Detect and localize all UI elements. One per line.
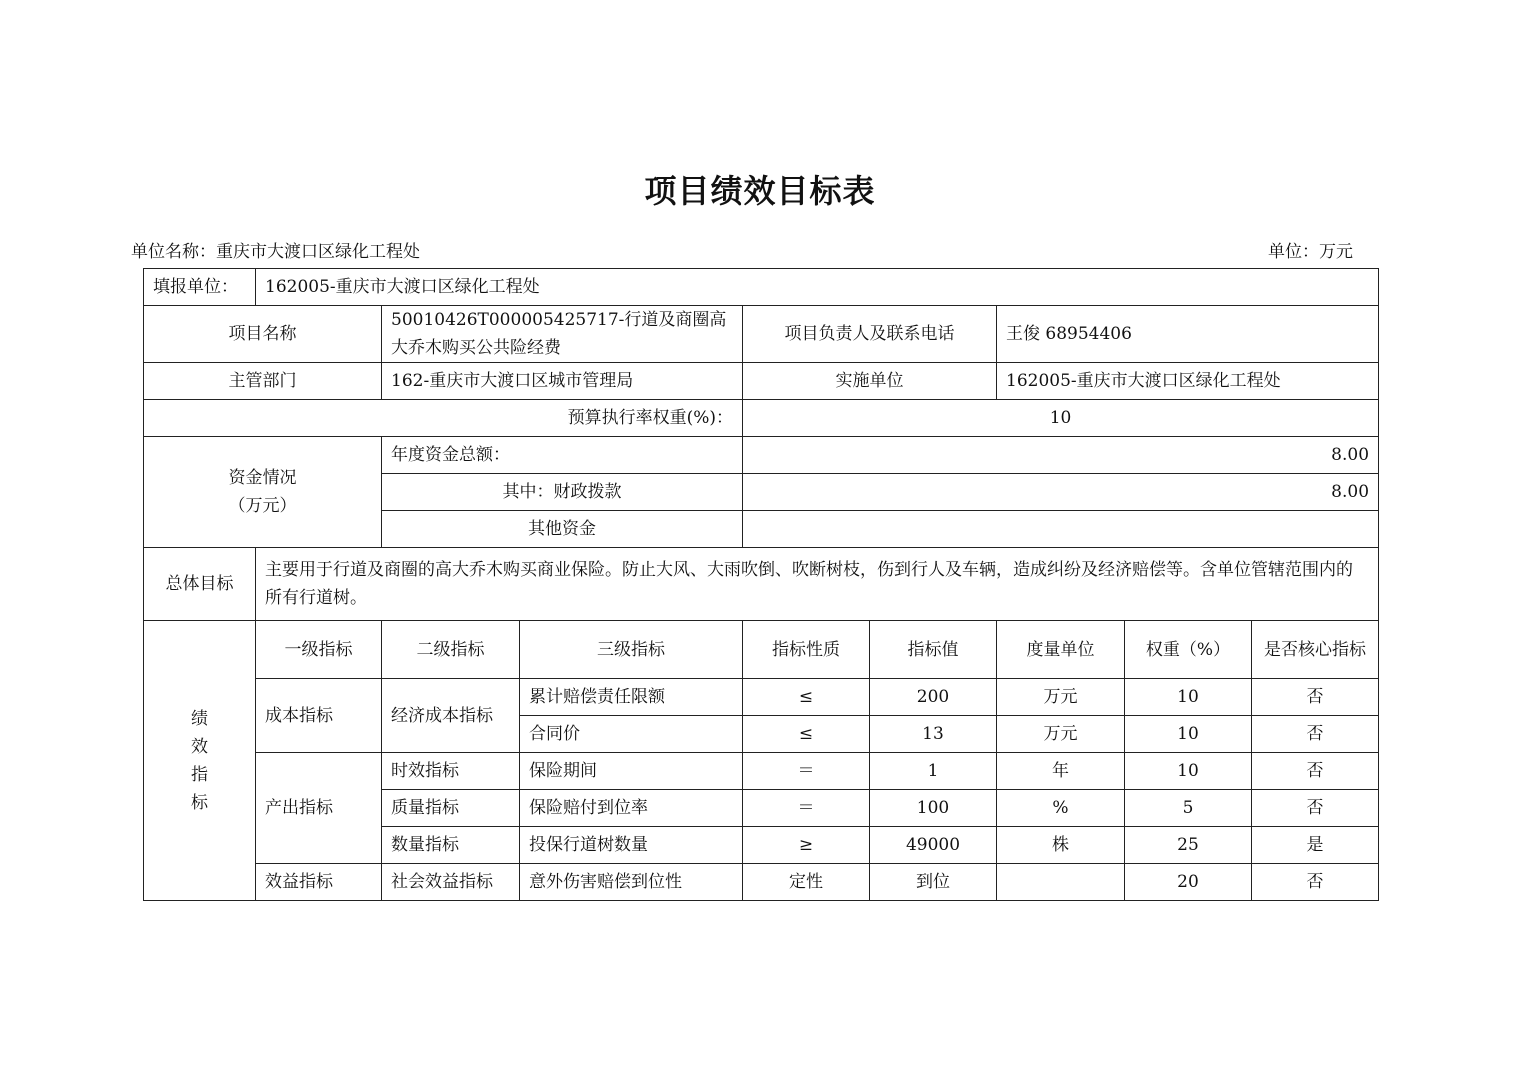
funds-other-label: 其他资金: [382, 511, 743, 548]
level2-cell: 时效指标: [382, 753, 520, 790]
core-cell: 是: [1252, 827, 1379, 864]
table-row: [144, 753, 1379, 790]
header-level2: 二级指标: [382, 621, 520, 679]
value-cell: 49000: [870, 827, 997, 864]
unit-cell: 株: [997, 827, 1125, 864]
leader-value: 王俊 68954406: [997, 306, 1379, 363]
impl-label: 实施单位: [743, 363, 997, 400]
perf-label-char: 绩: [191, 708, 208, 729]
perf-label-char: 效: [191, 736, 208, 757]
value-cell: 1: [870, 753, 997, 790]
level1-cell: 成本指标: [256, 679, 382, 753]
nature-cell: ≤: [743, 716, 870, 753]
header-value: 指标值: [870, 621, 997, 679]
perf-indicator-label: [144, 621, 256, 901]
funds-total-value: 8.00: [743, 437, 1379, 474]
funds-label-line1: 资金情况: [228, 468, 297, 488]
weight-cell: 20: [1125, 864, 1252, 901]
weight-cell: 10: [1125, 753, 1252, 790]
core-cell: 否: [1252, 864, 1379, 901]
header-level3: 三级指标: [520, 621, 743, 679]
weight-cell: 10: [1125, 679, 1252, 716]
header-weight: 权重（%）: [1125, 621, 1252, 679]
impl-value: 162005-重庆市大渡口区绿化工程处: [997, 363, 1379, 400]
nature-cell: ≤: [743, 679, 870, 716]
header-unit: 度量单位: [997, 621, 1125, 679]
header-core: 是否核心指标: [1252, 621, 1379, 679]
nature-cell: ≥: [743, 827, 870, 864]
funds-other-value: [743, 511, 1379, 548]
funds-fiscal-label: 其中：财政拨款: [382, 474, 743, 511]
level2-cell: 质量指标: [382, 790, 520, 827]
funds-label: [144, 437, 382, 548]
core-cell: 否: [1252, 679, 1379, 716]
level3-cell: 累计赔偿责任限额: [520, 679, 743, 716]
level3-cell: 保险赔付到位率: [520, 790, 743, 827]
project-name-value: 50010426T000005425717-行道及商圈高大乔木购买公共险经费: [382, 306, 743, 363]
weight-cell: 10: [1125, 716, 1252, 753]
level2-cell: 社会效益指标: [382, 864, 520, 901]
core-cell: 否: [1252, 716, 1379, 753]
level1-cell: 产出指标: [256, 753, 382, 864]
performance-target-table: [143, 268, 1379, 901]
unit-cell: 万元: [997, 716, 1125, 753]
level2-cell: 经济成本指标: [382, 679, 520, 753]
funds-fiscal-value: 8.00: [743, 474, 1379, 511]
funds-label-line2: （万元）: [228, 496, 297, 516]
budget-weight-label: 预算执行率权重(%)：: [144, 400, 743, 437]
dept-value: 162-重庆市大渡口区城市管理局: [382, 363, 743, 400]
dept-label: 主管部门: [144, 363, 382, 400]
table-row: [144, 864, 1379, 901]
fill-unit-label: 填报单位：: [144, 269, 256, 306]
budget-weight-value: 10: [743, 400, 1379, 437]
level2-cell: 数量指标: [382, 827, 520, 864]
unit-name-label: 单位名称：重庆市大渡口区绿化工程处: [131, 242, 420, 262]
value-cell: 100: [870, 790, 997, 827]
goal-label: 总体目标: [144, 548, 256, 621]
unit-cell: 年: [997, 753, 1125, 790]
unit-cell: [997, 864, 1125, 901]
value-cell: 200: [870, 679, 997, 716]
level3-cell: 合同价: [520, 716, 743, 753]
header-level1: 一级指标: [256, 621, 382, 679]
weight-cell: 5: [1125, 790, 1252, 827]
header-nature: 指标性质: [743, 621, 870, 679]
leader-label: 项目负责人及联系电话: [743, 306, 997, 363]
funds-total-label: 年度资金总额：: [382, 437, 743, 474]
unit-cell: %: [997, 790, 1125, 827]
nature-cell: 定性: [743, 864, 870, 901]
perf-label-char: 标: [191, 792, 208, 813]
core-cell: 否: [1252, 753, 1379, 790]
weight-cell: 25: [1125, 827, 1252, 864]
value-cell: 13: [870, 716, 997, 753]
fill-unit-value: 162005-重庆市大渡口区绿化工程处: [256, 269, 1379, 306]
value-cell: 到位: [870, 864, 997, 901]
level1-cell: 效益指标: [256, 864, 382, 901]
project-name-label: 项目名称: [144, 306, 382, 363]
nature-cell: ＝: [743, 790, 870, 827]
table-row: [144, 679, 1379, 716]
core-cell: 否: [1252, 790, 1379, 827]
level3-cell: 保险期间: [520, 753, 743, 790]
nature-cell: ＝: [743, 753, 870, 790]
level3-cell: 投保行道树数量: [520, 827, 743, 864]
unit-measure-label: 单位：万元: [1268, 242, 1353, 262]
perf-label-char: 指: [191, 764, 208, 785]
goal-value: 主要用于行道及商圈的高大乔木购买商业保险。防止大风、大雨吹倒、吹断树枝，伤到行人及车辆，造成纠纷及经济赔偿等。含单位管辖范围内的所有行道树。: [256, 548, 1379, 621]
page-title: 项目绩效目标表: [644, 172, 876, 210]
level3-cell: 意外伤害赔偿到位性: [520, 864, 743, 901]
unit-cell: 万元: [997, 679, 1125, 716]
